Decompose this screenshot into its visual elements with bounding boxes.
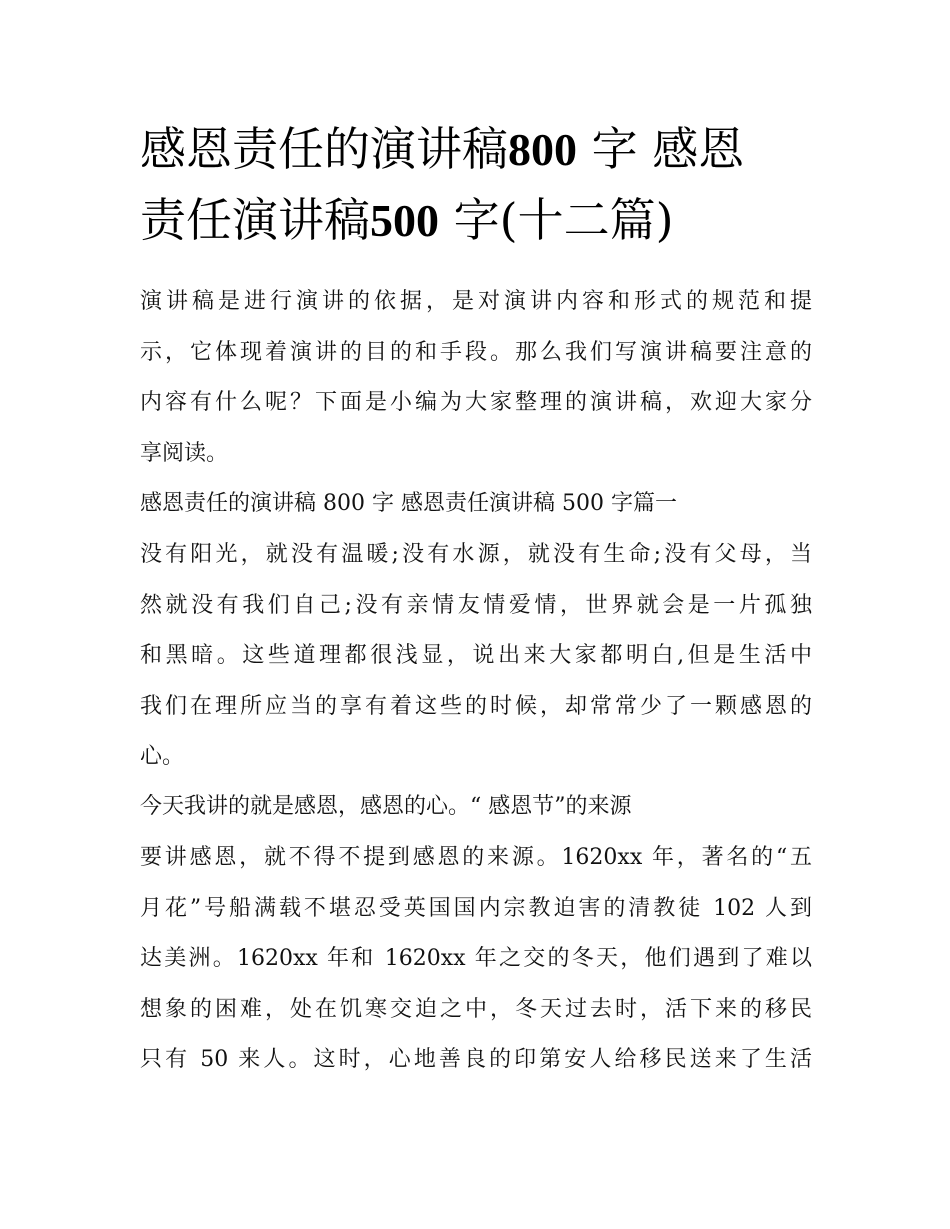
text-line: 和黑暗。这些道理都很浅显，说出来大家都明白,但是生活中 [140,643,812,668]
title-text: 感恩责任的演讲稿 [140,122,508,176]
text-line: 今天我讲的就是感恩，感恩的心。“ 感恩节”的来源 [140,794,632,819]
text-line: 只有 50 来人。这时，心地善良的印第安人给移民送来了生活 [140,1047,812,1072]
title-number: 800 [508,124,577,175]
title-number: 500 [370,195,439,246]
body-paragraph [140,530,812,783]
text-line: 感恩责任的演讲稿 800 字 感恩责任演讲稿 500 字篇一 [140,491,677,516]
text-line: 没有阳光，就没有温暖;没有水源，就没有生命;没有父母，当 [140,542,812,567]
text-line: 要讲感恩，就不得不提到感恩的来源。1620xx 年，著名的“五 [140,845,812,870]
body-paragraph [140,833,812,1086]
text-line: 月花”号船满载不堪忍受英国国内宗教迫害的清教徒 102 人到 [140,895,812,921]
intro-paragraph [140,277,812,479]
title-text: 字(十二篇) [439,193,674,247]
text-line: 示，它体现着演讲的目的和手段。那么我们写演讲稿要注意的 [140,339,812,365]
document-title [140,114,812,256]
section-heading [140,479,812,530]
title-text: 字 感恩 [577,122,745,176]
text-line: 演讲稿是进行演讲的依据，是对演讲内容和形式的规范和提 [140,289,812,314]
text-line: 我们在理所应当的享有着这些的时候，却常常少了一颗感恩的 [140,693,812,719]
title-line-2 [140,185,812,256]
text-line: 达美洲。1620xx 年和 1620xx 年之交的冬天，他们遇到了难以 [140,946,812,971]
title-line-1 [140,114,812,185]
title-text: 责任演讲稿 [140,193,370,247]
text-line: 享阅读。 [140,440,229,466]
text-line: 想象的困难，处在饥寒交迫之中，冬天过去时，活下来的移民 [140,996,812,1022]
body-paragraph [140,782,812,833]
text-line: 然就没有我们自己;没有亲情友情爱情，世界就会是一片孤独 [140,592,812,618]
text-line: 内容有什么呢？下面是小编为大家整理的演讲稿，欢迎大家分 [140,390,812,415]
text-line: 心。 [140,744,185,769]
